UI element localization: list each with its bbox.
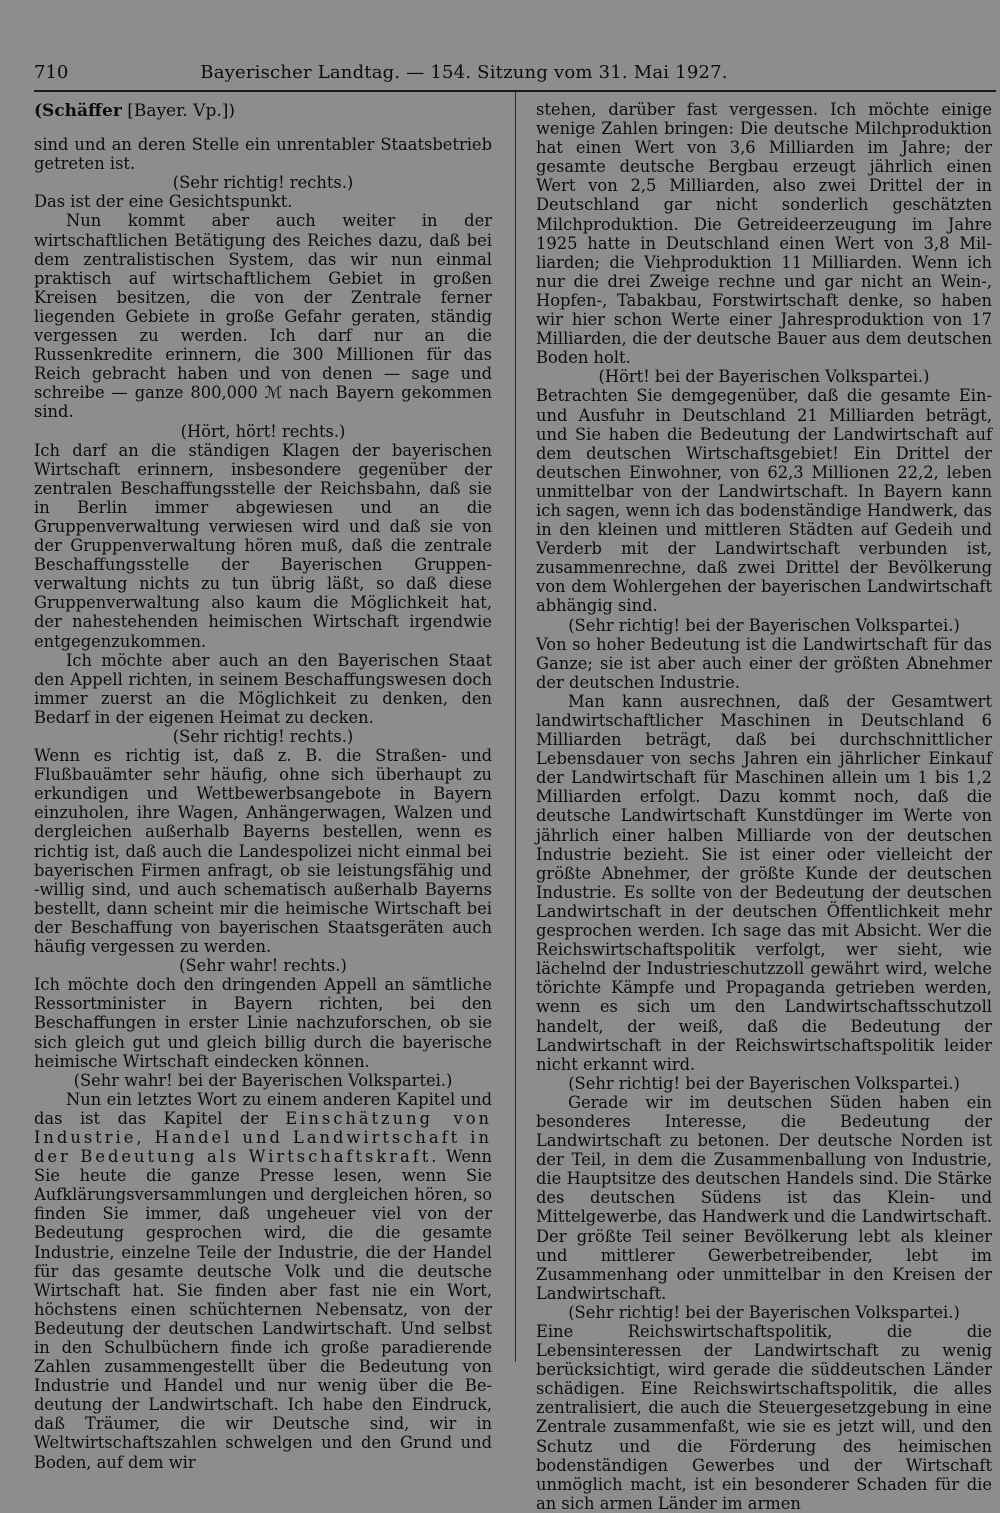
paragraph: stehen, darüber fast vergessen. Ich möchte einige wenige Zahlen bringen: Die deutsche Milchproduktion hat einen Wert von 3,6 Milliarden im Jahre; der gesamte deutsche Bergbau erzeugt jährlich einen Wert von 2,5 Milliarden, also zwei Drittel der in Deutschland gar nicht sonderlich geschätzten Milchproduktion. Die Getreideerzeugung im Jahre 1925 hatte in Deutschland einen Wert von 3,8 Milliarden; die Viehproduktion 11 Milliarden. Wenn ich nur die drei Zweige rechne und gar nicht an Wein-, Hopfen-, Tabakbau, Forstwirtschaft denke, so haben wir hier schon Werte einer Jahresproduktion von 17 Milliarden, die der deutsche Bauer aus dem deutschen Boden holt. bbox=[536, 100, 992, 368]
paragraph: Ich möchte aber auch an den Bayerischen Staat den Appell richten, in seinem Beschaffungswesen doch immer zuerst an die Möglichkeit zu denken, den Bedarf in der eigenen Heimat zu decken. bbox=[34, 650, 492, 727]
paragraph: Eine Reichswirtschaftspolitik, die die Lebensinteressen der Landwirtschaft zu wenig berücksichtigt, wird gerade die süddeutschen Länder schädigen. Eine Reichswirtschaftspolitik, die alles zentralisiert, die auch die Steuergesetzgebung in eine Zentrale zusammenfaßt, wie sie es jetzt will, und den Schutz und die Förderung des heimischen bodenständigen Gewerbes und der Wirtschaft unmöglich macht, ist ein besonderer Schaden für die an sich armen Länder im armen bbox=[536, 1322, 992, 1513]
interjection: (Sehr richtig! bei der Bayerischen Volkspartei.) bbox=[568, 1073, 960, 1093]
paragraph: Ich möchte doch den dringenden Appell an sämtliche Ressortminister in Bayern richten, bei den Beschaffungen in erster Linie nachzuforschen, ob sie sich gleich gut und gleich billig durch die bayerische heimische Wirtschaft eindecken können. bbox=[34, 975, 492, 1071]
emphasized-text: Einschätzung von Industrie, Handel und Landwirtschaft in der Bedeutung als Wirtschaftskraft. bbox=[34, 1108, 493, 1167]
paragraph: Von so hoher Bedeutung ist die Landwirtschaft für das Ganze; sie ist aber auch einer der größten Abnehmer der deutschen Industrie. bbox=[536, 634, 992, 692]
interjection: (Sehr richtig! bei der Bayerischen Volkspartei.) bbox=[568, 615, 960, 635]
right-column bbox=[536, 100, 992, 1513]
paragraph: sind und an deren Stelle ein unrentabler Staatsbetrieb getreten ist. bbox=[34, 135, 492, 174]
paragraph-text: Wenn Sie heute die ganze Presse lesen, wenn Sie Aufklärungsversammlungen und dergleichen hören, so finden Sie immer, daß ungeheuer viel von der Bedeutung gesprochen wird, die die gesamte Industrie, einzelne Teile der Industrie, die der Handel für das gesamte deutsche Volk und die deutsche Wirtschaft hat. Sie finden aber fast nie ein Wort, höchstens einen schüchternen Nebensatz, von der Bedeutung der deutschen Landwirtschaft. Und selbst in den Schulbüchern finde ich große paradierende Zahlen zusammengestellt über die Bedeutung von Industrie und Handel und nur wenig über die Bedeutung der Landwirtschaft. Ich habe den Eindruck, daß Träumer, die wir Deutsche sind, wir in Weltwirtschaftszahlen schwelgen und den Grund und Boden, auf dem wir bbox=[34, 1147, 492, 1472]
paragraph: Betrachten Sie demgegenüber, daß die gesamte Ein- und Ausfuhr in Deutschland 21 Milliarden beträgt, und Sie haben die Bedeutung der Landwirtschaft auf dem deutschen Wirtschaftsgebiet! Ein Drittel der deutschen Einwohner, von 62,3 Millionen 22,2, leben unmittelbar von der Landwirtschaft. In Bayern kann ich sagen, wenn ich das bodenständige Handwerk, das in den kleinen und mittleren Städten auf Gedeih und Verderb mit der Landwirtschaft verbunden ist, zusammenrechne, daß zwei Drittel der Bevölkerung von dem Wohlergehen der bayerischen Landwirtschaft abhängig sind. bbox=[536, 386, 992, 616]
paragraph: Nun kommt aber auch weiter in der wirtschaftlichen Betätigung des Reiches dazu, daß bei dem zentralistischen System, das wir nun einmal praktisch auf wirtschaftlichem Gebiet in großen Kreisen besitzen, die von der Zentrale ferner liegenden Gebiete in große Gefahr geraten, ständig vergessen zu werden. Ich darf nur an die Russenkredite erinnern, die 300 Millionen für das Reich gebracht haben und von denen — sage und schreibe — ganze 800,000 ℳ nach Bayern gekommen sind. bbox=[34, 211, 492, 422]
paragraph-final bbox=[34, 1090, 492, 1472]
interjection: (Sehr wahr! bei der Bayerischen Volkspartei.) bbox=[73, 1070, 453, 1090]
paragraph: Wenn es richtig ist, daß z. B. die Straßen- und Flußbauämter sehr häufig, ohne sich überhaupt zu erkundigen und Wettbewerbsangebote in Bayern einzuholen, ihre Wagen, Anhängerwagen, Walzen und dergleichen außerhalb Bayerns bestellen, wenn es richtig ist, daß auch die Landespolizei nicht einmal bei bayerischen Firmen anfragt, ob sie leistungsfähig und -willig sind, und auch schematisch außerhalb Bayerns bestellt, dann scheint mir die heimische Wirtschaft bei der Beschaffung von bayerischen Staatsgeräten auch häufig vergessen zu werden. bbox=[34, 746, 492, 957]
paragraph: Ich darf an die ständigen Klagen der bayerischen Wirtschaft erinnern, insbesondere gegenüber der zentralen Beschaffungsstelle der Reichsbahn, daß sie in Berlin immer abgewiesen und an die Gruppenverwaltung verwiesen wird und daß sie von der Gruppenverwaltung hören muß, daß die zentrale Beschaffungsstelle der Bayerischen Gruppenverwaltung nichts zu tun übrig läßt, so daß diese Gruppenverwaltung also kaum die Möglichkeit hat, der nahestehenden heimischen Wirtschaft irgendwie entgegenzukommen. bbox=[34, 440, 492, 651]
speaker-line bbox=[34, 102, 492, 121]
paragraph: Das ist der eine Gesichtspunkt. bbox=[34, 192, 293, 212]
interjection: (Hört, hört! rechts.) bbox=[180, 421, 346, 441]
paragraph: Gerade wir im deutschen Süden haben ein besonderes Interesse, die Bedeutung der Landwirtschaft zu betonen. Der deutsche Norden ist der Teil, in dem die Zusammenballung von Industrie, die Hauptsitze des deutschen Handels sind. Die Stärke des deutschen Südens ist das Klein- und Mittelgewerbe, das Handwerk und die Landwirtschaft. Der größte Teil seiner Bevölkerung lebt als kleiner und mittlerer Gewerbetreibender, lebt im Zusammenhang oder unmittelbar in den Kreisen der Landwirtschaft. bbox=[536, 1092, 992, 1303]
paragraph: Man kann ausrechnen, daß der Gesamtwert landwirtschaftlicher Maschinen in Deutschland 6 Milliarden beträgt, daß bei durchschnittlicher Lebensdauer von sechs Jahren ein jährlicher Einkauf der Landwirtschaft für Maschinen allein um 1 bis 1,2 Milliarden erfolgt. Dazu kommt noch, daß die deutsche Landwirtschaft Kunstdünger im Werte von jährlich einer halben Milliarde von der deutschen Industrie bezieht. Sie ist einer oder vielleicht der größte Abnehmer, der größte Kunde der deutschen Industrie. Es sollte von der Bedeutung der deutschen Landwirtschaft in der deutschen Öffentlichkeit mehr gesprochen werden. Ich sage das mit Absicht. Wer die Reichswirtschaftspolitik verfolgt, wer sieht, wie lächelnd der Industrieschutzzoll gewährt wird, welche törichte Kämpfe und Propaganda getrieben werden, wenn es sich um den Landwirtschaftsschutzoll handelt, der weiß, daß die Bedeutung der Landwirtschaft in der Reichswirtschaftspolitik leider nicht erkannt wird. bbox=[536, 691, 992, 1074]
page-number: 710 bbox=[34, 62, 69, 83]
page-header bbox=[34, 62, 994, 86]
interjection: (Sehr richtig! bei der Bayerischen Volkspartei.) bbox=[568, 1302, 960, 1322]
speaker-name: (Schäffer bbox=[34, 101, 122, 121]
left-column bbox=[34, 100, 492, 1472]
speaker-party: [Bayer. Vp.]) bbox=[127, 101, 236, 121]
paragraph-text: Nun ein letztes Wort zu einem anderen Kapitel und das ist das Kapitel der bbox=[34, 1089, 492, 1128]
interjection: (Sehr wahr! rechts.) bbox=[179, 956, 347, 976]
column-divider bbox=[515, 92, 516, 1362]
interjection: (Sehr richtig! rechts.) bbox=[172, 727, 354, 746]
running-head: Bayerischer Landtag. — 154. Sitzung vom 31. Mai 1927. bbox=[200, 62, 728, 83]
interjection: (Hört! bei der Bayerischen Volkspartei.) bbox=[598, 367, 930, 387]
interjection: (Sehr richtig! rechts.) bbox=[172, 173, 354, 193]
